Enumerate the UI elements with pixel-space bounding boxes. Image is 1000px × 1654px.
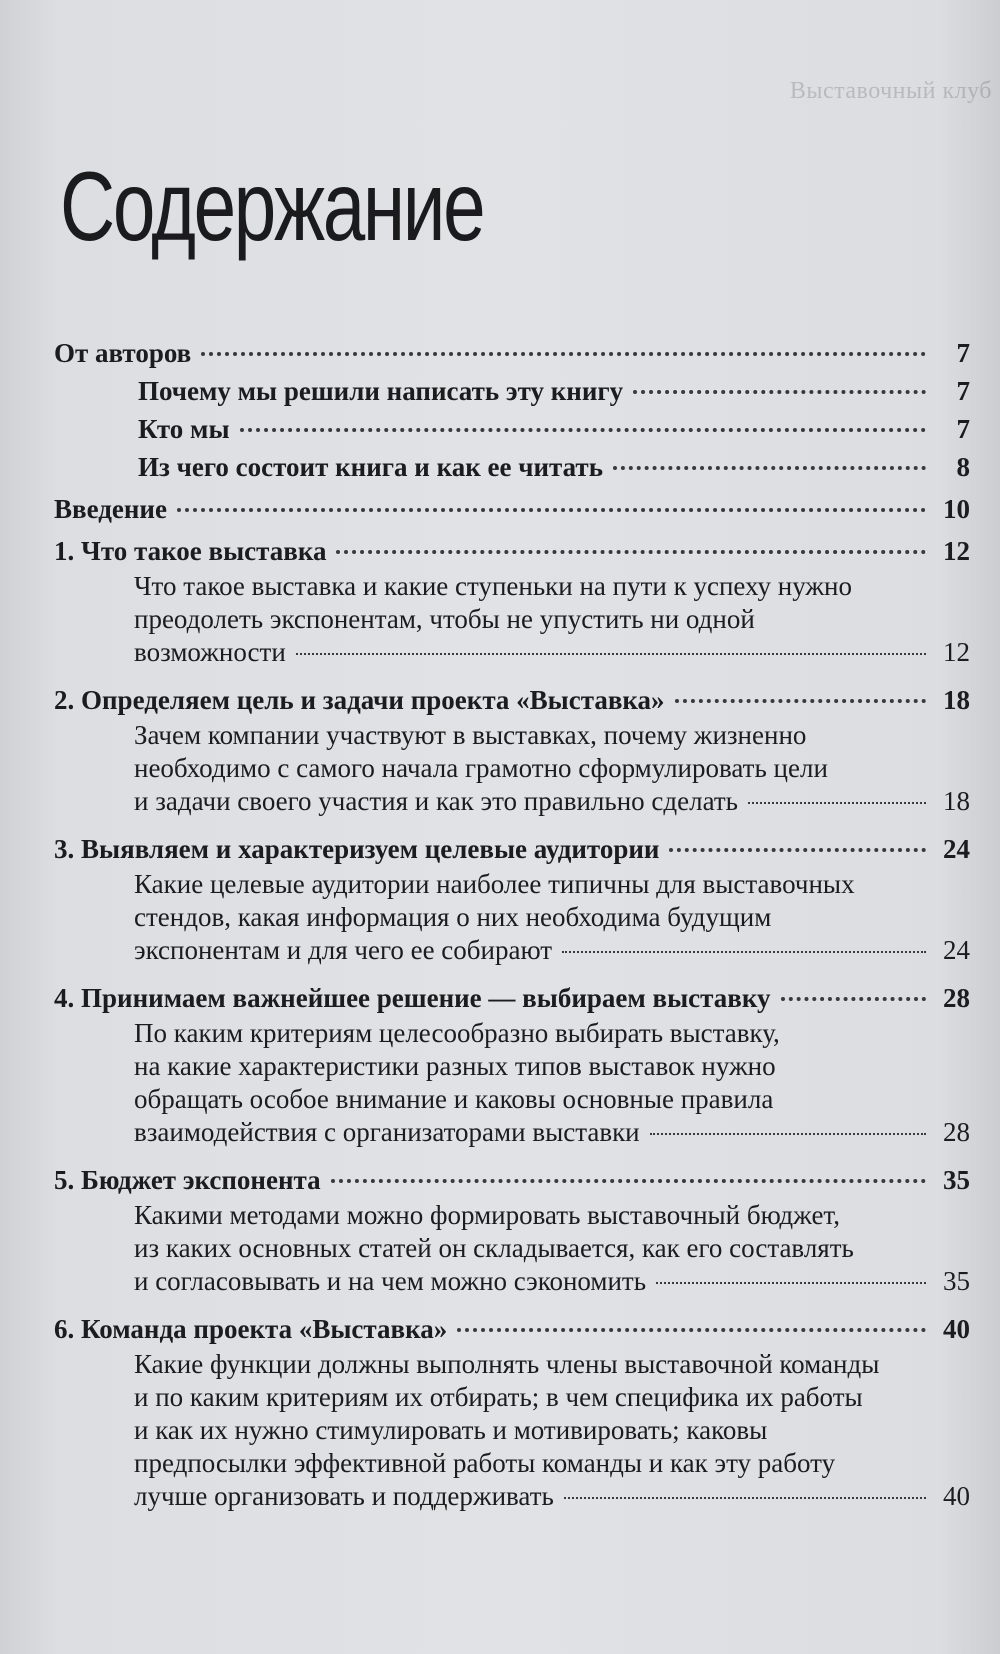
dot-leader [201,352,926,356]
dot-leader [457,1328,926,1332]
dot-leader [613,466,926,470]
toc-entry [54,681,970,719]
description-line: необходимо с самого начала грамотно сформулировать цели [134,753,828,783]
dot-leader [564,1497,926,1499]
page-title: Содержание [60,151,484,261]
description-line: на какие характеристики разных типов выставок нужно [134,1051,776,1081]
description-line: лучше организовать и поддерживать [134,1481,554,1511]
toc-heading-line [54,1161,970,1199]
toc-heading-line [54,830,970,868]
page-number: 40 [943,1481,970,1511]
page-number: 18 [943,786,970,816]
page-number: 35 [943,1165,970,1195]
page-number: 40 [943,1314,970,1344]
toc-description [54,719,970,818]
toc-heading-line [54,532,970,570]
dot-leader [656,1282,926,1284]
description-line: возможности [134,637,286,667]
toc-heading: 3. Выявляем и характеризуем целевые аудитории [54,834,660,864]
page-number: 24 [943,834,970,864]
dot-leader [781,997,926,1001]
description-last-line [134,1480,970,1513]
toc-entry [54,830,970,868]
description-line: Зачем компании участвуют в выставках, почему жизненно [134,720,807,750]
page-number: 24 [943,935,970,965]
toc-entry [54,532,970,570]
toc-heading: 4. Принимаем важнейшее решение — выбираем выставку [54,983,771,1013]
page-number: 12 [943,637,970,667]
toc-heading: 1. Что такое выставка [54,536,327,566]
description-last-line [134,1116,970,1149]
dot-leader [562,951,926,953]
toc-sub-heading: Почему мы решили написать эту книгу [138,376,624,406]
toc-heading: От авторов [54,338,192,368]
toc-entry [54,1161,970,1199]
dot-leader [748,802,926,804]
page-number: 10 [943,494,970,524]
page-number: 7 [956,414,970,444]
description-line: предпосылки эффективной работы команды и как эту работу [134,1448,836,1478]
dot-leader [633,390,926,394]
description-line: и по каким критериям их отбирать; в чем специфика их работы [134,1382,863,1412]
toc-heading-line [54,1310,970,1348]
toc-heading: 2. Определяем цель и задачи проекта «Выставка» [54,685,665,715]
toc-entry [54,1310,970,1348]
toc-heading: Введение [54,494,167,524]
toc-description [54,868,970,967]
toc-entry [54,334,970,486]
description-line: обращать особое внимание и каковы основные правила [134,1084,774,1114]
dot-leader [240,428,926,432]
description-line: Что такое выставка и какие ступеньки на пути к успеху нужно [134,571,852,601]
dot-leader [675,699,926,703]
description-last-line [134,636,970,669]
page-number: 12 [943,536,970,566]
page-number: 18 [943,685,970,715]
description-last-line [134,934,970,967]
toc-sub-entry [54,410,970,448]
page-number: 28 [943,1117,970,1147]
toc-heading: 6. Команда проекта «Выставка» [54,1314,448,1344]
bleed-through-header: Выставочный клуб [789,78,992,104]
dot-leader [650,1133,926,1135]
description-line: преодолеть экспонентам, чтобы не упустить ни одной [134,604,755,634]
table-of-contents [54,334,970,1513]
toc-description [54,1348,970,1513]
description-line: из каких основных статей он складывается, как его составлять [134,1233,854,1263]
description-line: Какими методами можно формировать выставочный бюджет, [134,1200,840,1230]
toc-heading: 5. Бюджет экспонента [54,1165,321,1195]
toc-entry [54,979,970,1017]
toc-sub-heading: Из чего состоит книга и как ее читать [138,452,603,482]
description-line: экспонентам и для чего ее собирают [134,935,553,965]
page-number: 35 [943,1266,970,1296]
description-line: Какие функции должны выполнять члены выставочной команды [134,1349,880,1379]
description-line: и как их нужно стимулировать и мотивировать; каковы [134,1415,768,1445]
description-line: По каким критериям целесообразно выбирать выставку, [134,1018,780,1048]
toc-description [54,1017,970,1149]
toc-heading-line [54,490,970,528]
toc-heading-line [54,681,970,719]
toc-entry [54,490,970,528]
dot-leader [336,550,926,554]
page-number: 7 [956,376,970,406]
description-line: и задачи своего участия и как это правильно сделать [134,786,738,816]
dot-leader [669,848,926,852]
description-line: взаимодействия с организаторами выставки [134,1117,640,1147]
toc-description [54,570,970,669]
page-number: 7 [956,338,970,368]
dot-leader [177,508,926,512]
toc-sub-heading: Кто мы [138,414,230,444]
page-number: 28 [943,983,970,1013]
description-last-line [134,1265,970,1298]
toc-heading-line [54,334,970,372]
toc-sub-entry [54,372,970,410]
toc-heading-line [54,979,970,1017]
dot-leader [331,1179,926,1183]
toc-description [54,1199,970,1298]
dot-leader [296,653,926,655]
description-line: и согласовывать и на чем можно сэкономить [134,1266,647,1296]
page-number: 8 [956,452,970,482]
toc-sub-entry [54,448,970,486]
description-line: Какие целевые аудитории наиболее типичны для выставочных [134,869,855,899]
description-last-line [134,785,970,818]
description-line: стендов, какая информация о них необходима будущим [134,902,772,932]
